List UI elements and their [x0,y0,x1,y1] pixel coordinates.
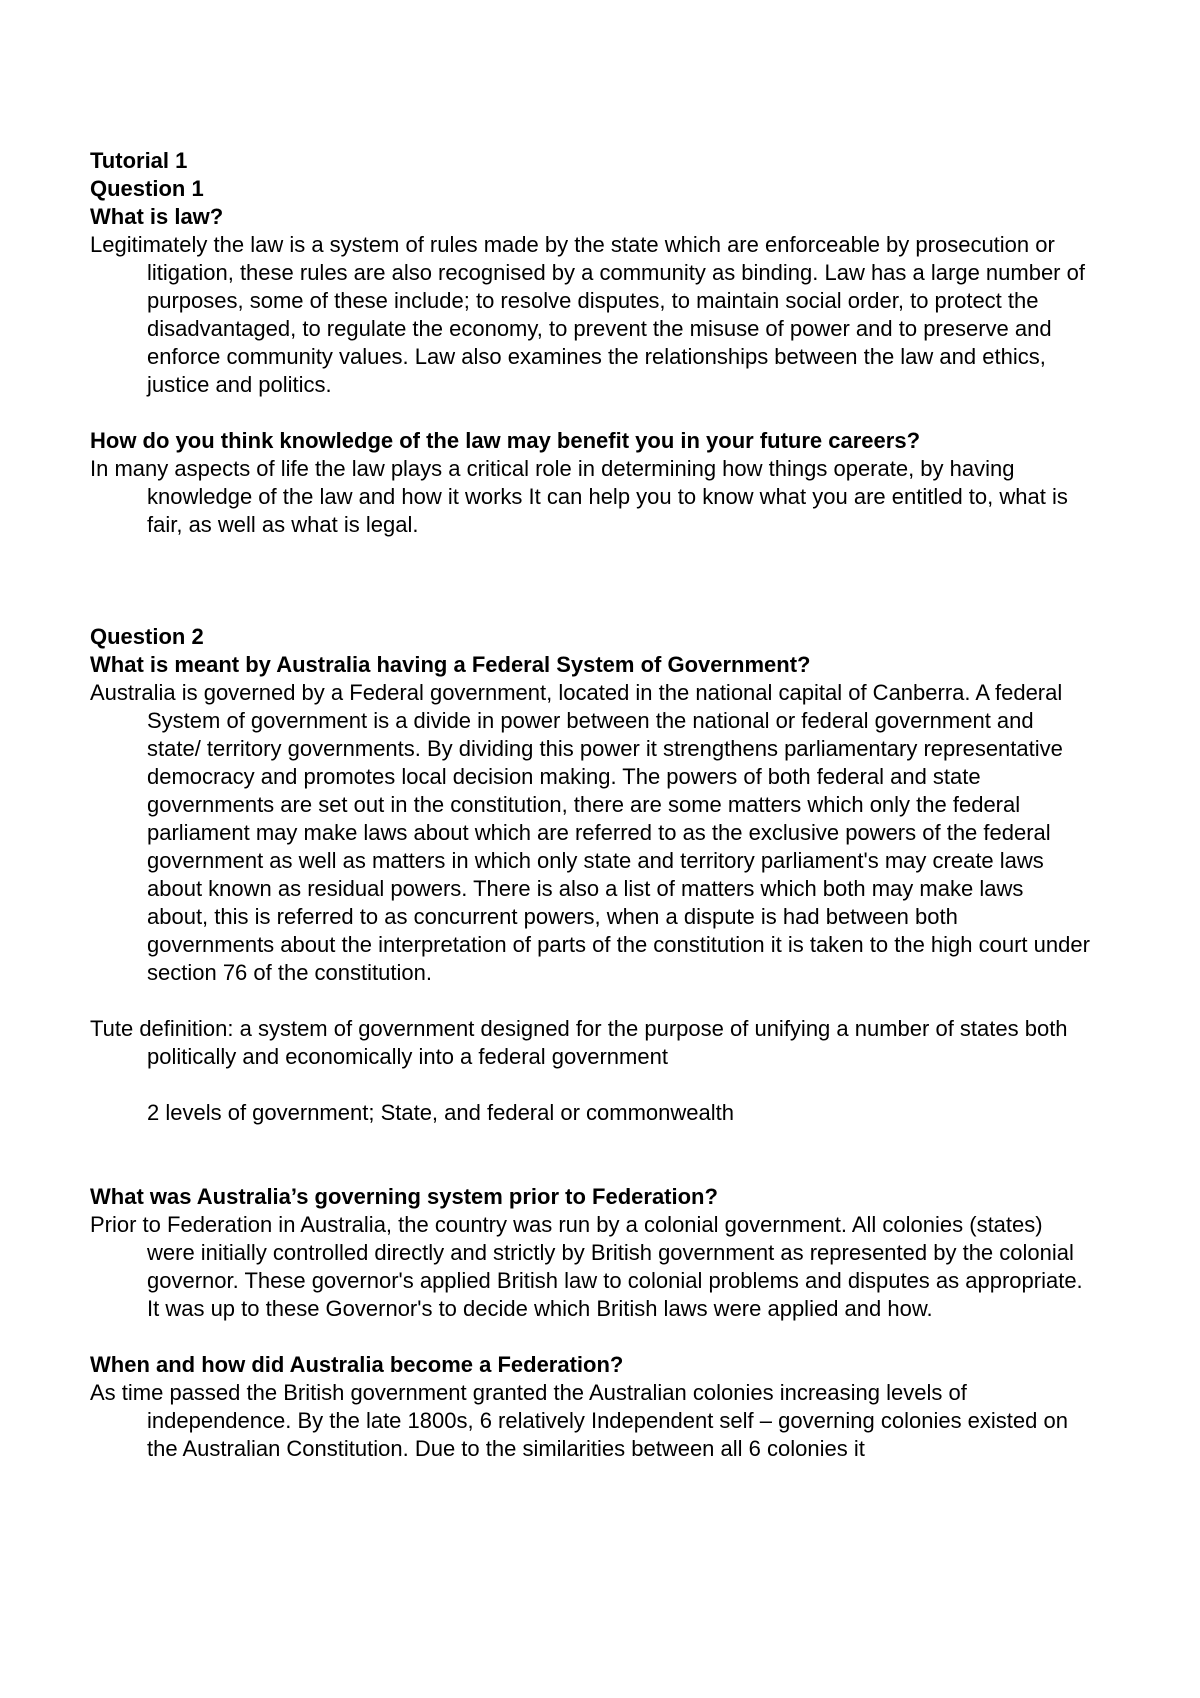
tute-definition: Tute definition: a system of government designed for the purpose of unifying a number of states both politically and economically into a federal government [90,1016,1068,1069]
question-2c-answer: As time passed the British government granted the Australian colonies increasing levels of independence. By the late 1800s, 6 relatively Independent self – governing colonies existed on the Australian Constitution. Due to the similarities between all 6 colonies it [90,1380,1068,1461]
question-2c-heading: When and how did Australia become a Federation? [90,1352,624,1377]
spacer [90,539,1090,623]
question-1b-answer: In many aspects of life the law plays a critical role in determining how things operate, by having knowledge of the law and how it works It can help you to know what you are entitled to, what is fair, as well as what is legal. [90,456,1068,537]
document-body [90,147,1090,1463]
levels-of-government: 2 levels of government; State, and federal or commonwealth [147,1100,734,1125]
question-1a-heading: What is law? [90,204,224,229]
spacer [90,987,1090,1015]
question-2a-heading: What is meant by Australia having a Federal System of Government? [90,652,811,677]
spacer [90,1323,1090,1351]
question-1b-heading: How do you think knowledge of the law may benefit you in your future careers? [90,428,921,453]
spacer [90,1127,1090,1183]
question-2b-answer: Prior to Federation in Australia, the country was run by a colonial government. All colonies (states) were initially controlled directly and strictly by British government as represented by the colonial governor. These governor's applied British law to colonial problems and disputes as appropriate. It was up to these Governor's to decide which British laws were applied and how. [90,1212,1083,1321]
spacer [90,1071,1090,1099]
question-1-label: Question 1 [90,176,204,201]
question-2b-heading: What was Australia’s governing system prior to Federation? [90,1184,718,1209]
question-1a-answer: Legitimately the law is a system of rules made by the state which are enforceable by prosecution or litigation, these rules are also recognised by a community as binding. Law has a large number of purposes, some of these include; to resolve disputes, to maintain social order, to protect the disadvantaged, to regulate the economy, to prevent the misuse of power and to preserve and enforce community values. Law also examines the relationships between the law and ethics, justice and politics. [90,232,1085,397]
spacer [90,399,1090,427]
question-2-label: Question 2 [90,624,204,649]
question-2a-answer: Australia is governed by a Federal government, located in the national capital of Canberra. A federal System of government is a divide in power between the national or federal government and state/ territory governments. By dividing this power it strengthens parliamentary representative democracy and promotes local decision making. The powers of both federal and state governments are set out in the constitution, there are some matters which only the federal parliament may make laws about which are referred to as the exclusive powers of the federal government as well as matters in which only state and territory parliament's may create laws about known as residual powers. There is also a list of matters which both may make laws about, this is referred to as concurrent powers, when a dispute is had between both governments about the interpretation of parts of the constitution it is taken to the high court under section 76 of the constitution. [90,680,1090,985]
tutorial-title: Tutorial 1 [90,148,188,173]
